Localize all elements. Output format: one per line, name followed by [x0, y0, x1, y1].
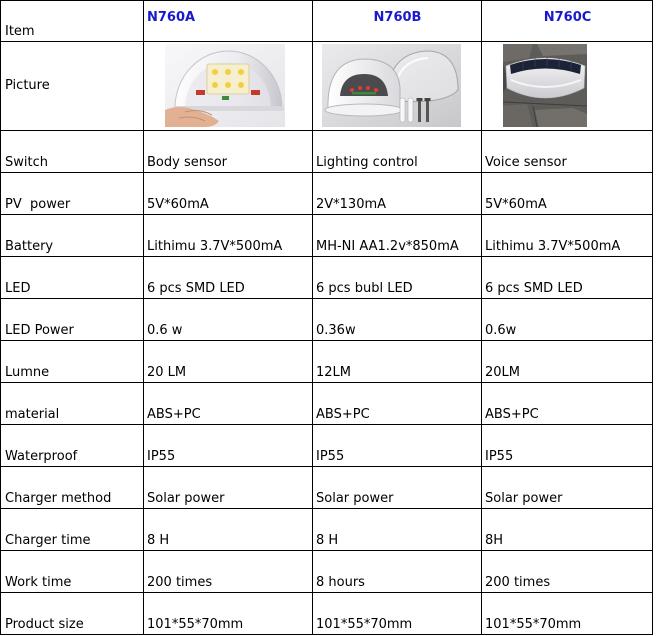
cell-product-size-n760a: 101*55*70mm: [144, 593, 313, 635]
picture-cell-n760c: [482, 42, 653, 131]
cell-led-n760c: 6 pcs SMD LED: [482, 257, 653, 299]
row-label-switch: Switch: [1, 131, 144, 173]
cell-battery-n760c: Lithimu 3.7V*500mA: [482, 215, 653, 257]
cell-lumne-n760c: 20LM: [482, 341, 653, 383]
row-label-lumne: Lumne: [1, 341, 144, 383]
cell-led-n760b: 6 pcs bubl LED: [313, 257, 482, 299]
header-item-label: Item: [1, 1, 144, 42]
cell-charger-method-n760a: Solar power: [144, 467, 313, 509]
product-photo-n760a: [165, 44, 285, 127]
picture-cell-n760a: [144, 42, 313, 131]
cell-lumne-n760b: 12LM: [313, 341, 482, 383]
row-label-battery: Battery: [1, 215, 144, 257]
cell-led-n760a: 6 pcs SMD LED: [144, 257, 313, 299]
row-label-led: LED: [1, 257, 144, 299]
row-label-led-power: LED Power: [1, 299, 144, 341]
row-label-work-time: Work time: [1, 551, 144, 593]
cell-work-time-n760c: 200 times: [482, 551, 653, 593]
product-photo-n760c: [503, 44, 587, 127]
header-model-n760a: N760A: [144, 1, 313, 42]
cell-waterproof-n760a: IP55: [144, 425, 313, 467]
cell-charger-time-n760b: 8 H: [313, 509, 482, 551]
row-label-picture: Picture: [1, 42, 144, 131]
cell-charger-time-n760c: 8H: [482, 509, 653, 551]
row-label-charger-time: Charger time: [1, 509, 144, 551]
cell-led-power-n760a: 0.6 w: [144, 299, 313, 341]
cell-battery-n760a: Lithimu 3.7V*500mA: [144, 215, 313, 257]
cell-switch-n760c: Voice sensor: [482, 131, 653, 173]
cell-work-time-n760a: 200 times: [144, 551, 313, 593]
cell-led-power-n760c: 0.6w: [482, 299, 653, 341]
row-label-material: material: [1, 383, 144, 425]
cell-pv-power-n760b: 2V*130mA: [313, 173, 482, 215]
cell-product-size-n760c: 101*55*70mm: [482, 593, 653, 635]
cell-switch-n760b: Lighting control: [313, 131, 482, 173]
cell-material-n760a: ABS+PC: [144, 383, 313, 425]
row-label-product-size: Product size: [1, 593, 144, 635]
cell-switch-n760a: Body sensor: [144, 131, 313, 173]
cell-material-n760c: ABS+PC: [482, 383, 653, 425]
cell-charger-time-n760a: 8 H: [144, 509, 313, 551]
cell-material-n760b: ABS+PC: [313, 383, 482, 425]
cell-charger-method-n760b: Solar power: [313, 467, 482, 509]
header-model-n760b: N760B: [313, 1, 482, 42]
picture-cell-n760b: [313, 42, 482, 131]
cell-waterproof-n760b: IP55: [313, 425, 482, 467]
cell-led-power-n760b: 0.36w: [313, 299, 482, 341]
header-model-n760c: N760C: [482, 1, 653, 42]
row-label-charger-method: Charger method: [1, 467, 144, 509]
cell-product-size-n760b: 101*55*70mm: [313, 593, 482, 635]
product-photo-n760b: [322, 44, 461, 127]
cell-work-time-n760b: 8 hours: [313, 551, 482, 593]
cell-pv-power-n760a: 5V*60mA: [144, 173, 313, 215]
cell-battery-n760b: MH-NI AA1.2v*850mA: [313, 215, 482, 257]
cell-charger-method-n760c: Solar power: [482, 467, 653, 509]
cell-pv-power-n760c: 5V*60mA: [482, 173, 653, 215]
row-label-waterproof: Waterproof: [1, 425, 144, 467]
row-label-pv-power: PV power: [1, 173, 144, 215]
cell-waterproof-n760c: IP55: [482, 425, 653, 467]
cell-lumne-n760a: 20 LM: [144, 341, 313, 383]
